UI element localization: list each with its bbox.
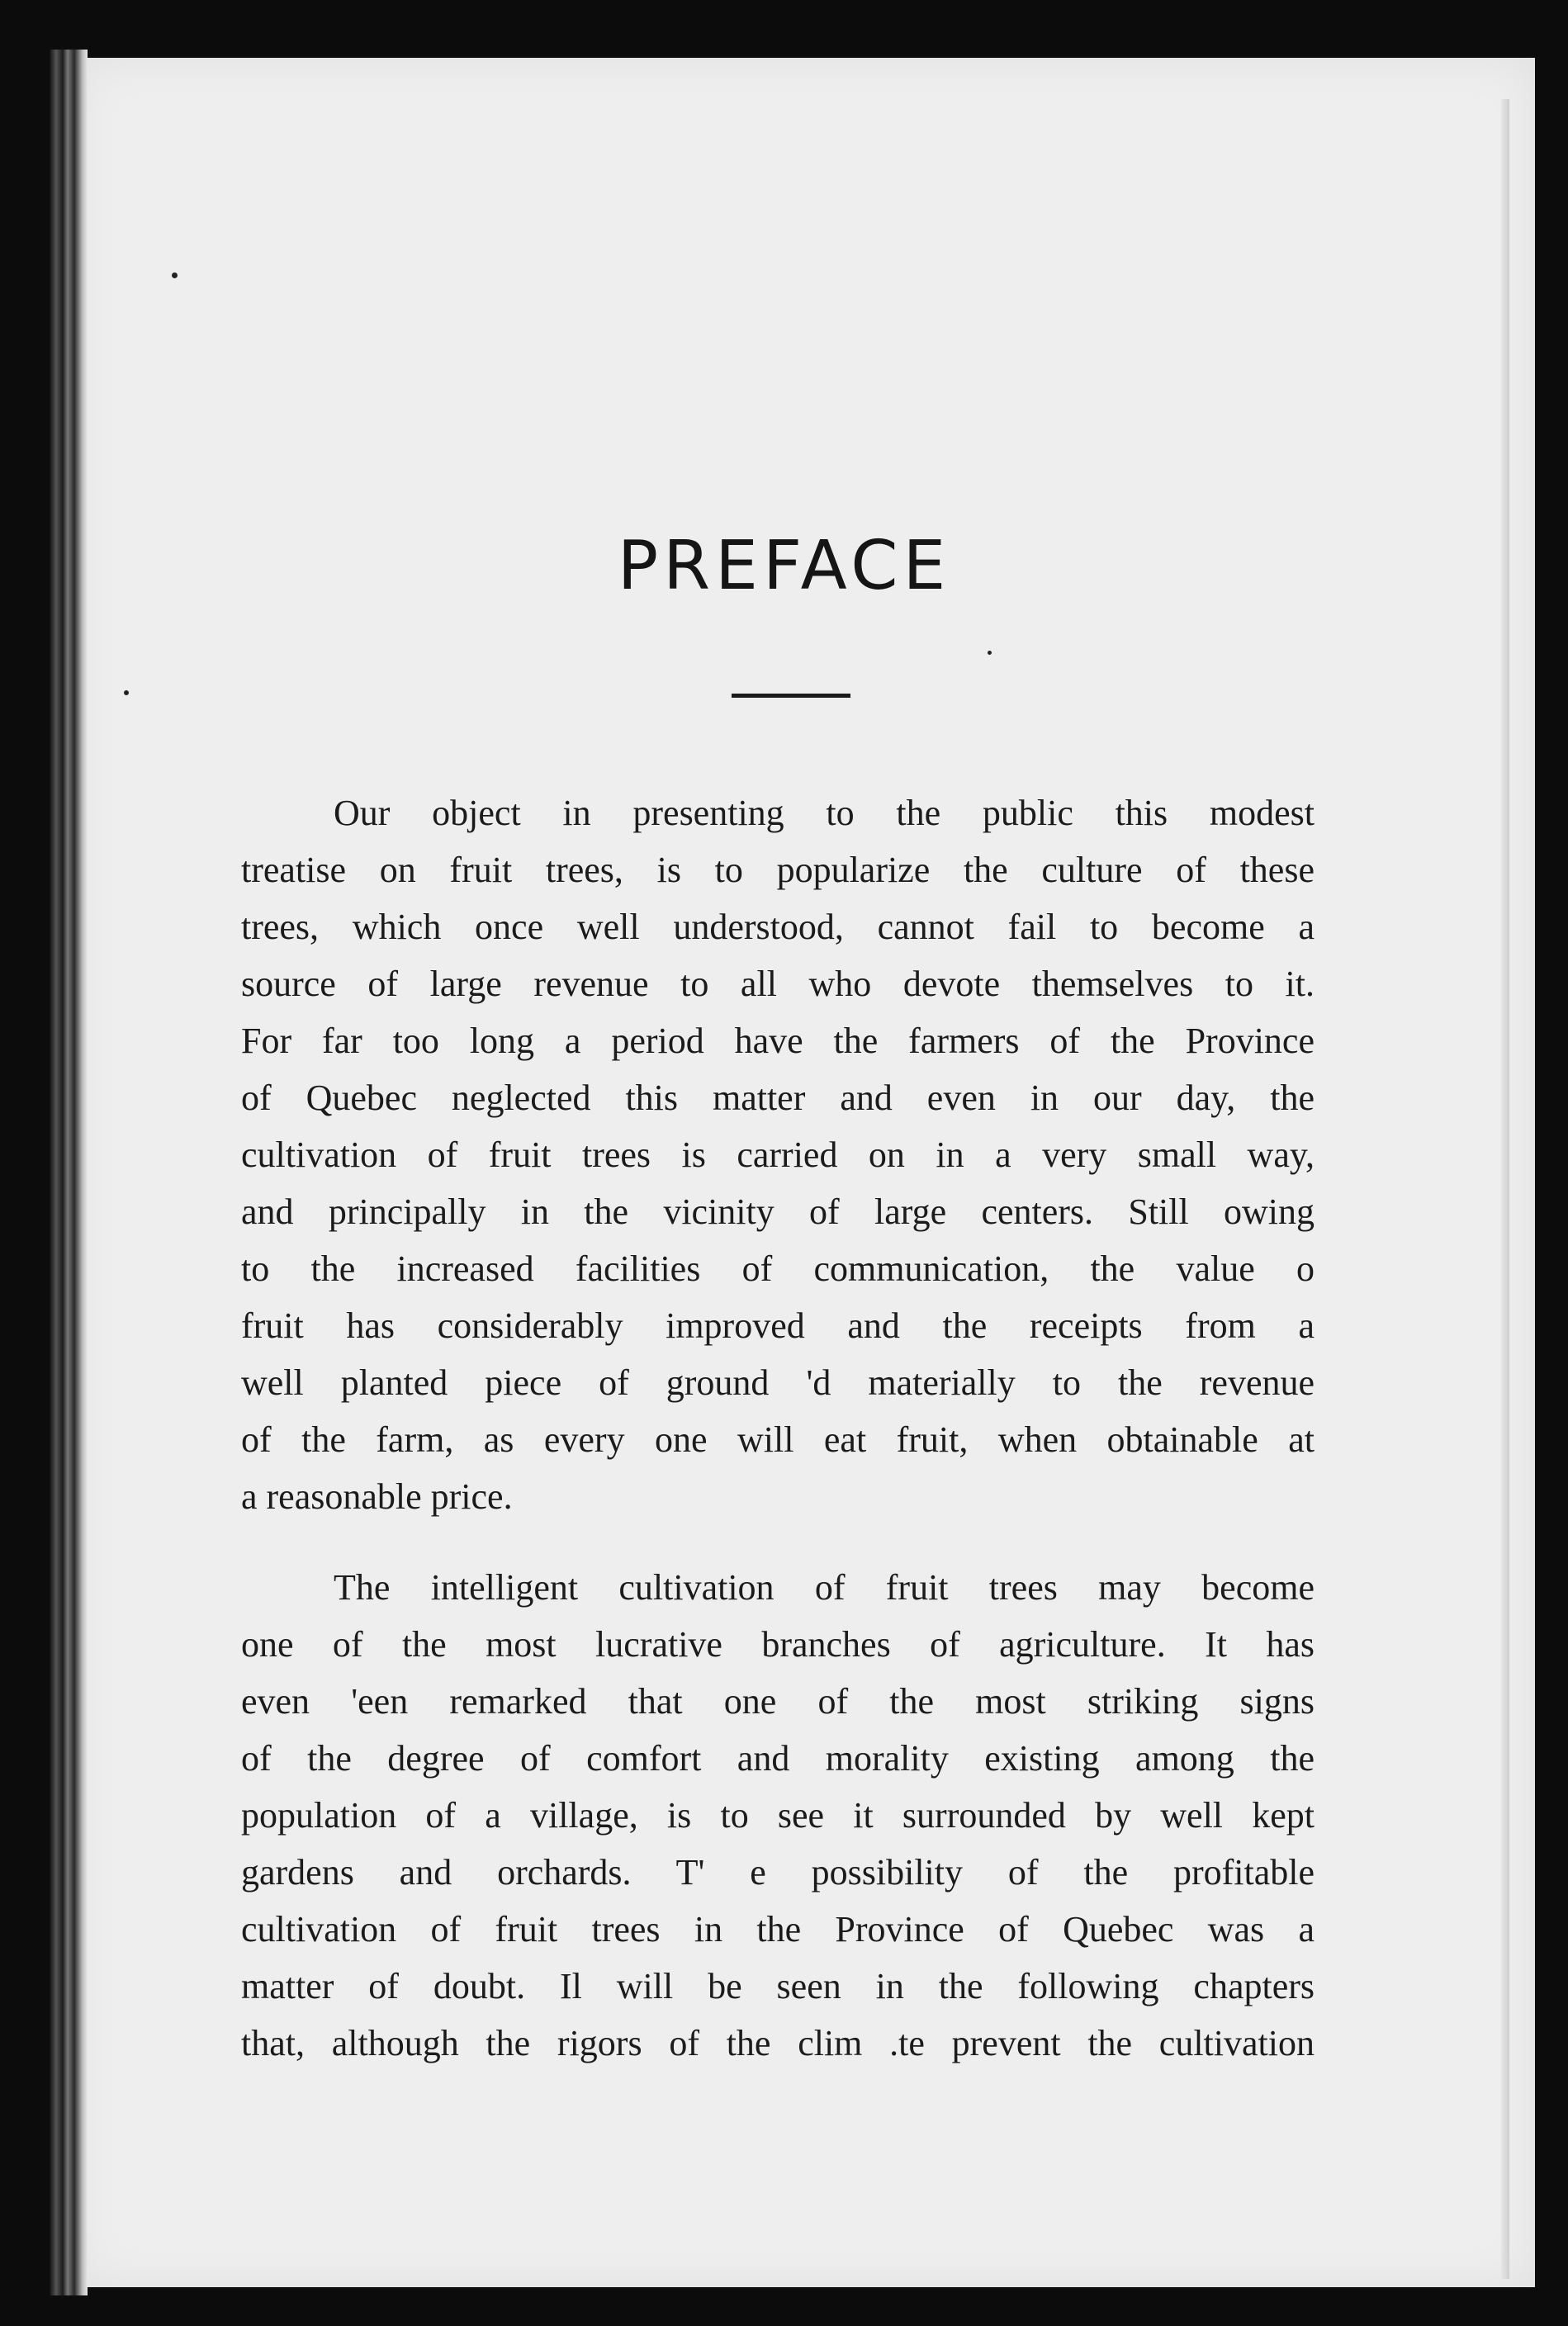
- text-line: fruit has considerably improved and the receipts from a: [241, 1305, 1315, 1346]
- text-line: source of large revenue to all who devote themselves to it.: [241, 964, 1315, 1004]
- text-line: trees, which once well understood, cannot fail to become a: [241, 907, 1315, 947]
- dust-speck: [172, 272, 178, 278]
- text-line: of the farm, as every one will eat fruit, when obtainable at: [241, 1419, 1315, 1460]
- paragraph-2: [241, 1559, 1315, 2072]
- page-edge: [1501, 99, 1509, 2279]
- page-title: PREFACE: [617, 527, 951, 605]
- text-line: of the degree of comfort and morality existing among the: [241, 1738, 1315, 1779]
- text-line: The intelligent cultivation of fruit trees may become: [334, 1567, 1315, 1608]
- text-line: matter of doubt. Il will be seen in the following chapters: [241, 1966, 1315, 2006]
- text-line: cultivation of fruit trees is carried on in a very small way,: [241, 1135, 1315, 1175]
- text-line: well planted piece of ground 'd materially to the revenue: [241, 1362, 1315, 1403]
- text-line: to the increased facilities of communication, the value o: [241, 1248, 1315, 1289]
- dust-speck: [124, 690, 129, 695]
- text-line: For far too long a period have the farmers of the Province: [241, 1021, 1315, 1061]
- book-binding: [50, 50, 88, 2295]
- text-line: treatise on fruit trees, is to popularize the culture of these: [241, 850, 1315, 890]
- dust-speck: [988, 651, 992, 655]
- title-rule: [732, 694, 850, 698]
- text-line: of Quebec neglected this matter and even in our day, the: [241, 1078, 1315, 1118]
- text-line: and principally in the vicinity of large centers. Still owing: [241, 1191, 1315, 1232]
- text-line: one of the most lucrative branches of agriculture. It has: [241, 1624, 1315, 1665]
- text-line: even 'een remarked that one of the most striking signs: [241, 1681, 1315, 1722]
- text-line: cultivation of fruit trees in the Province of Quebec was a: [241, 1909, 1315, 1949]
- text-line: a reasonable price.: [241, 1476, 513, 1517]
- text-line: gardens and orchards. T' e possibility of the profitable: [241, 1852, 1315, 1893]
- paragraph-1: [241, 784, 1315, 1525]
- text-line: Our object in presenting to the public this modest: [334, 793, 1315, 833]
- text-line: that, although the rigors of the clim .te prevent the cultivation: [241, 2023, 1315, 2063]
- text-line: population of a village, is to see it surrounded by well kept: [241, 1795, 1315, 1836]
